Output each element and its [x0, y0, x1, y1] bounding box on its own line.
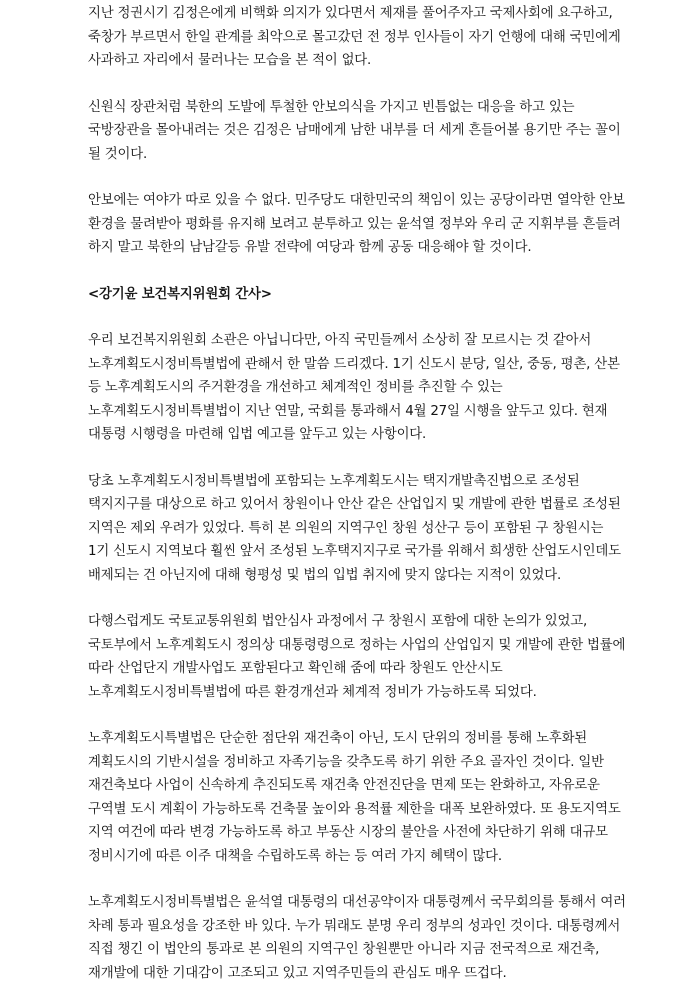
- paragraph-defense-minister: 신원식 장관처럼 북한의 도발에 투철한 안보의식을 가지고 빈틈없는 대응을 하고 있는 국방장관을 몰아내려는 것은 김정은 남매에게 남한 내부를 더 세게 흔들어볼 용기만 주는 꼴이 될 것이다.: [88, 99, 621, 162]
- paragraph-act-benefits: 노후계획도시특별법은 단순한 점단위 재건축이 아닌, 도시 단위의 정비를 통해 노후화된 계획도시의 기반시설을 정비하고 자족기능을 갖추도록 하기 위한 주요 골자인 것이다. 일반 재건축보다 사업이 신속하게 추진되도록 재건축 안전진단을 면제 또는 완화하고, 자유로운 구역별 도시 계획이 가능하도록 건축물 높이와 용적률 제한을 대폭 보완하였다. 또 용도지역도 지역 여건에 따라 변경 가능하도록 하고 부동산 시장의 불안을 사전에 차단하기 위해 대규모 정비시기에 따른 이주 대책을 수립하도록 하는 등 여러 가지 혜택이 많다.: [88, 731, 621, 864]
- paragraph-special-act-intro: 우리 보건복지위원회 소관은 아닙니다만, 아직 국민들께서 소상히 잘 모르시는 것 같아서 노후계획도시정비특별법에 관해서 한 말씀 드리겠다. 1기 신도시 분당, 일산, 중동, 평촌, 산본 등 노후계획도시의 주거환경을 개선하고 체계적인 정비를 추진할 수 있는 노후계획도시정비특별법이 지난 연말, 국회를 통과해서 4월 27일 시행을 앞두고 있다. 현재 대통령 시행령을 마련해 입법 예고를 앞두고 있는 사항이다.: [88, 333, 620, 442]
- paragraph-presidential-pledge: 노후계획도시정비특별법은 윤석열 대통령의 대선공약이자 대통령께서 국무회의를 통해서 여러 차례 통과 필요성을 강조한 바 있다. 누가 뭐래도 분명 우리 정부의 성과인 것이다. 대통령께서 직접 챙긴 이 법안의 통과로 본 의원의 지역구인 창원뿐만 아니라 지금 전국적으로 재건축, 재개발에 대한 기대감이 고조되고 있고 지역주민들의 관심도 매우 뜨겁다.: [88, 895, 626, 981]
- paragraph-committee-review: 다행스럽게도 국토교통위원회 법안심사 과정에서 구 창원시 포함에 대한 논의가 있었고, 국토부에서 노후계획도시 정의상 대통령령으로 정하는 사업의 산업입지 및 개발에 관한 법률에 따라 산업단지 개발사업도 포함된다고 확인해 줌에 따라 창원도 안산시도 노후계획도시정비특별법에 따른 환경개선과 체계적 정비가 가능하도록 되었다.: [88, 614, 626, 700]
- section-heading-speaker: <강기윤 보건복지위원회 간사>: [88, 286, 272, 302]
- paragraph-sanctions: 지난 정권시기 김정은에게 비핵화 의지가 있다면서 제재를 풀어주자고 국제사회에 요구하고, 죽창가 부르면서 한일 관계를 최악으로 몰고갔던 전 정부 인사들이 자기 언행에 대해 국민에게 사과하고 자리에서 물러나는 모습을 본 적이 없다.: [88, 6, 621, 68]
- paragraph-security: 안보에는 여야가 따로 있을 수 없다. 민주당도 대한민국의 책임이 있는 공당이라면 열악한 안보 환경을 물려받아 평화를 유지해 보려고 분투하고 있는 윤석열 정부와 우리 군 지휘부를 흔들려 하지 말고 북한의 남남갈등 유발 전략에 여당과 함께 공동 대응해야 할 것이다.: [88, 193, 625, 255]
- paragraph-changwon-concern: 당초 노후계획도시정비특별법에 포함되는 노후계획도시는 택지개발촉진법으로 조성된 택지지구를 대상으로 하고 있어서 창원이나 안산 같은 산업입지 및 개발에 관한 법률로 조성된 지역은 제외 우려가 있었다. 특히 본 의원의 지역구인 창원 성산구 등이 포함된 구 창원시는 1기 신도시 지역보다 훨씬 앞서 조성된 노후택지지구로 국가를 위해서 희생한 산업도시인데도 배제되는 건 아닌지에 대해 형평성 및 법의 입법 취지에 맞지 않다는 지적이 있었다.: [88, 473, 621, 583]
- document-body: [88, 2, 626, 1008]
